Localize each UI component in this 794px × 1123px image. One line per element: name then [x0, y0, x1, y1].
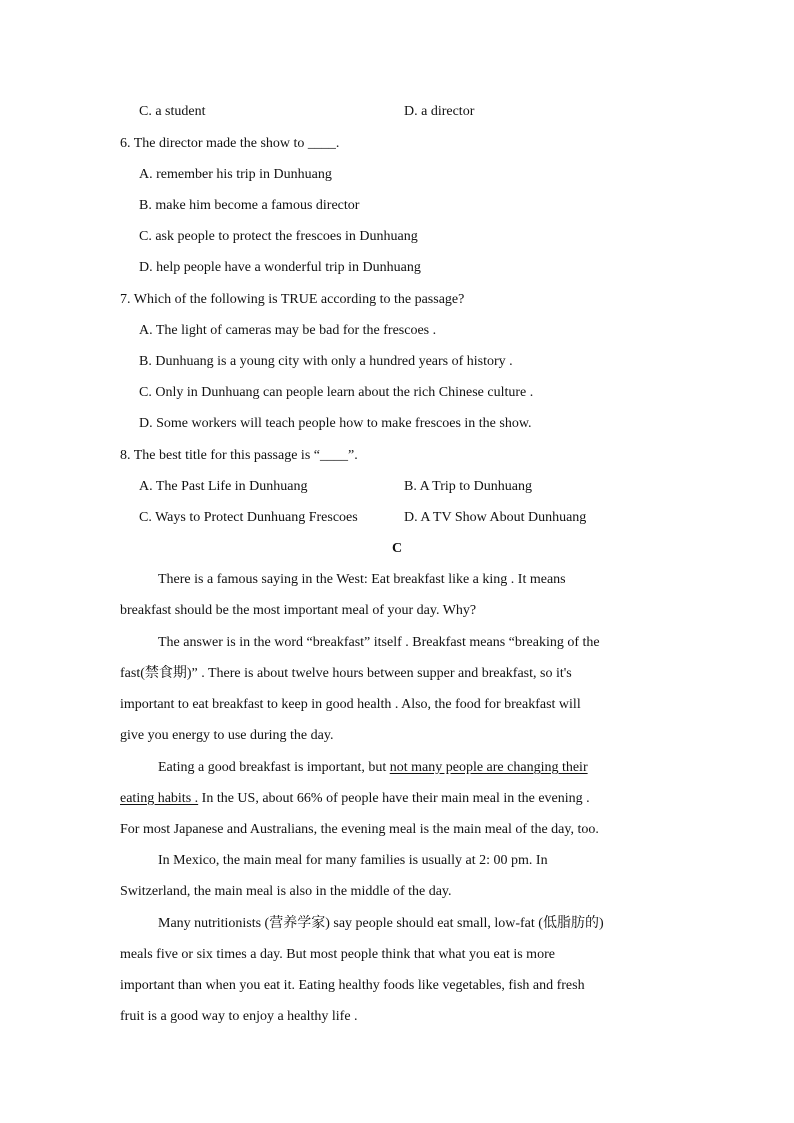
q8-option-a: A. The Past Life in Dunhuang: [139, 479, 308, 494]
q5-option-d: D. a director: [404, 104, 475, 119]
passage-line: There is a famous saying in the West: Eat breakfast like a king . It means: [158, 572, 566, 587]
passage-line: important to eat breakfast to keep in good health . Also, the food for breakfast will: [120, 697, 581, 712]
passage-line: Many nutritionists (营养学家) say people should eat small, low-fat (低脂肪的): [158, 916, 604, 931]
q6-option-c: C. ask people to protect the frescoes in Dunhuang: [139, 229, 418, 244]
q8-option-d: D. A TV Show About Dunhuang: [404, 510, 587, 525]
q8-option-c: C. Ways to Protect Dunhuang Frescoes: [139, 510, 358, 525]
passage-line: meals five or six times a day. But most people think that what you eat is more: [120, 947, 555, 962]
passage-line: give you energy to use during the day.: [120, 728, 334, 743]
q8-option-b: B. A Trip to Dunhuang: [404, 479, 532, 494]
q7-stem: 7. Which of the following is TRUE according to the passage?: [120, 292, 465, 307]
q6-stem: 6. The director made the show to ____.: [120, 136, 340, 151]
passage-line: In Mexico, the main meal for many families is usually at 2: 00 pm. In: [158, 853, 548, 868]
passage-text: Eating a good breakfast is important, but: [158, 760, 390, 775]
q5-option-c: C. a student: [139, 104, 206, 119]
q6-option-b: B. make him become a famous director: [139, 198, 360, 213]
passage-line: [120, 789, 590, 809]
passage-line: The answer is in the word “breakfast” itself . Breakfast means “breaking of the: [158, 635, 600, 650]
passage-text: In the US, about 66% of people have their main meal in the evening .: [198, 791, 590, 806]
q6-option-a: A. remember his trip in Dunhuang: [139, 167, 332, 182]
passage-line: For most Japanese and Australians, the evening meal is the main meal of the day, too.: [120, 822, 599, 837]
q7-option-a: A. The light of cameras may be bad for the frescoes .: [139, 323, 437, 338]
passage-line: Switzerland, the main meal is also in the middle of the day.: [120, 884, 452, 899]
q8-stem: 8. The best title for this passage is “____”.: [120, 448, 358, 463]
q7-option-d: D. Some workers will teach people how to make frescoes in the show.: [139, 416, 532, 431]
underlined-phrase: not many people are changing their: [389, 760, 588, 775]
section-heading: C: [391, 541, 403, 556]
q7-option-b: B. Dunhuang is a young city with only a hundred years of history .: [139, 354, 513, 369]
passage-line: fruit is a good way to enjoy a healthy life .: [120, 1009, 358, 1024]
passage-line: important than when you eat it. Eating healthy foods like vegetables, fish and fresh: [120, 978, 585, 993]
q6-option-d: D. help people have a wonderful trip in Dunhuang: [139, 260, 421, 275]
passage-line: breakfast should be the most important meal of your day. Why?: [120, 603, 477, 618]
q7-option-c: C. Only in Dunhuang can people learn about the rich Chinese culture .: [139, 385, 534, 400]
underlined-phrase: eating habits .: [120, 791, 199, 806]
passage-line: [158, 758, 588, 778]
passage-line: fast(禁食期)” . There is about twelve hours between supper and breakfast, so it's: [120, 666, 572, 681]
